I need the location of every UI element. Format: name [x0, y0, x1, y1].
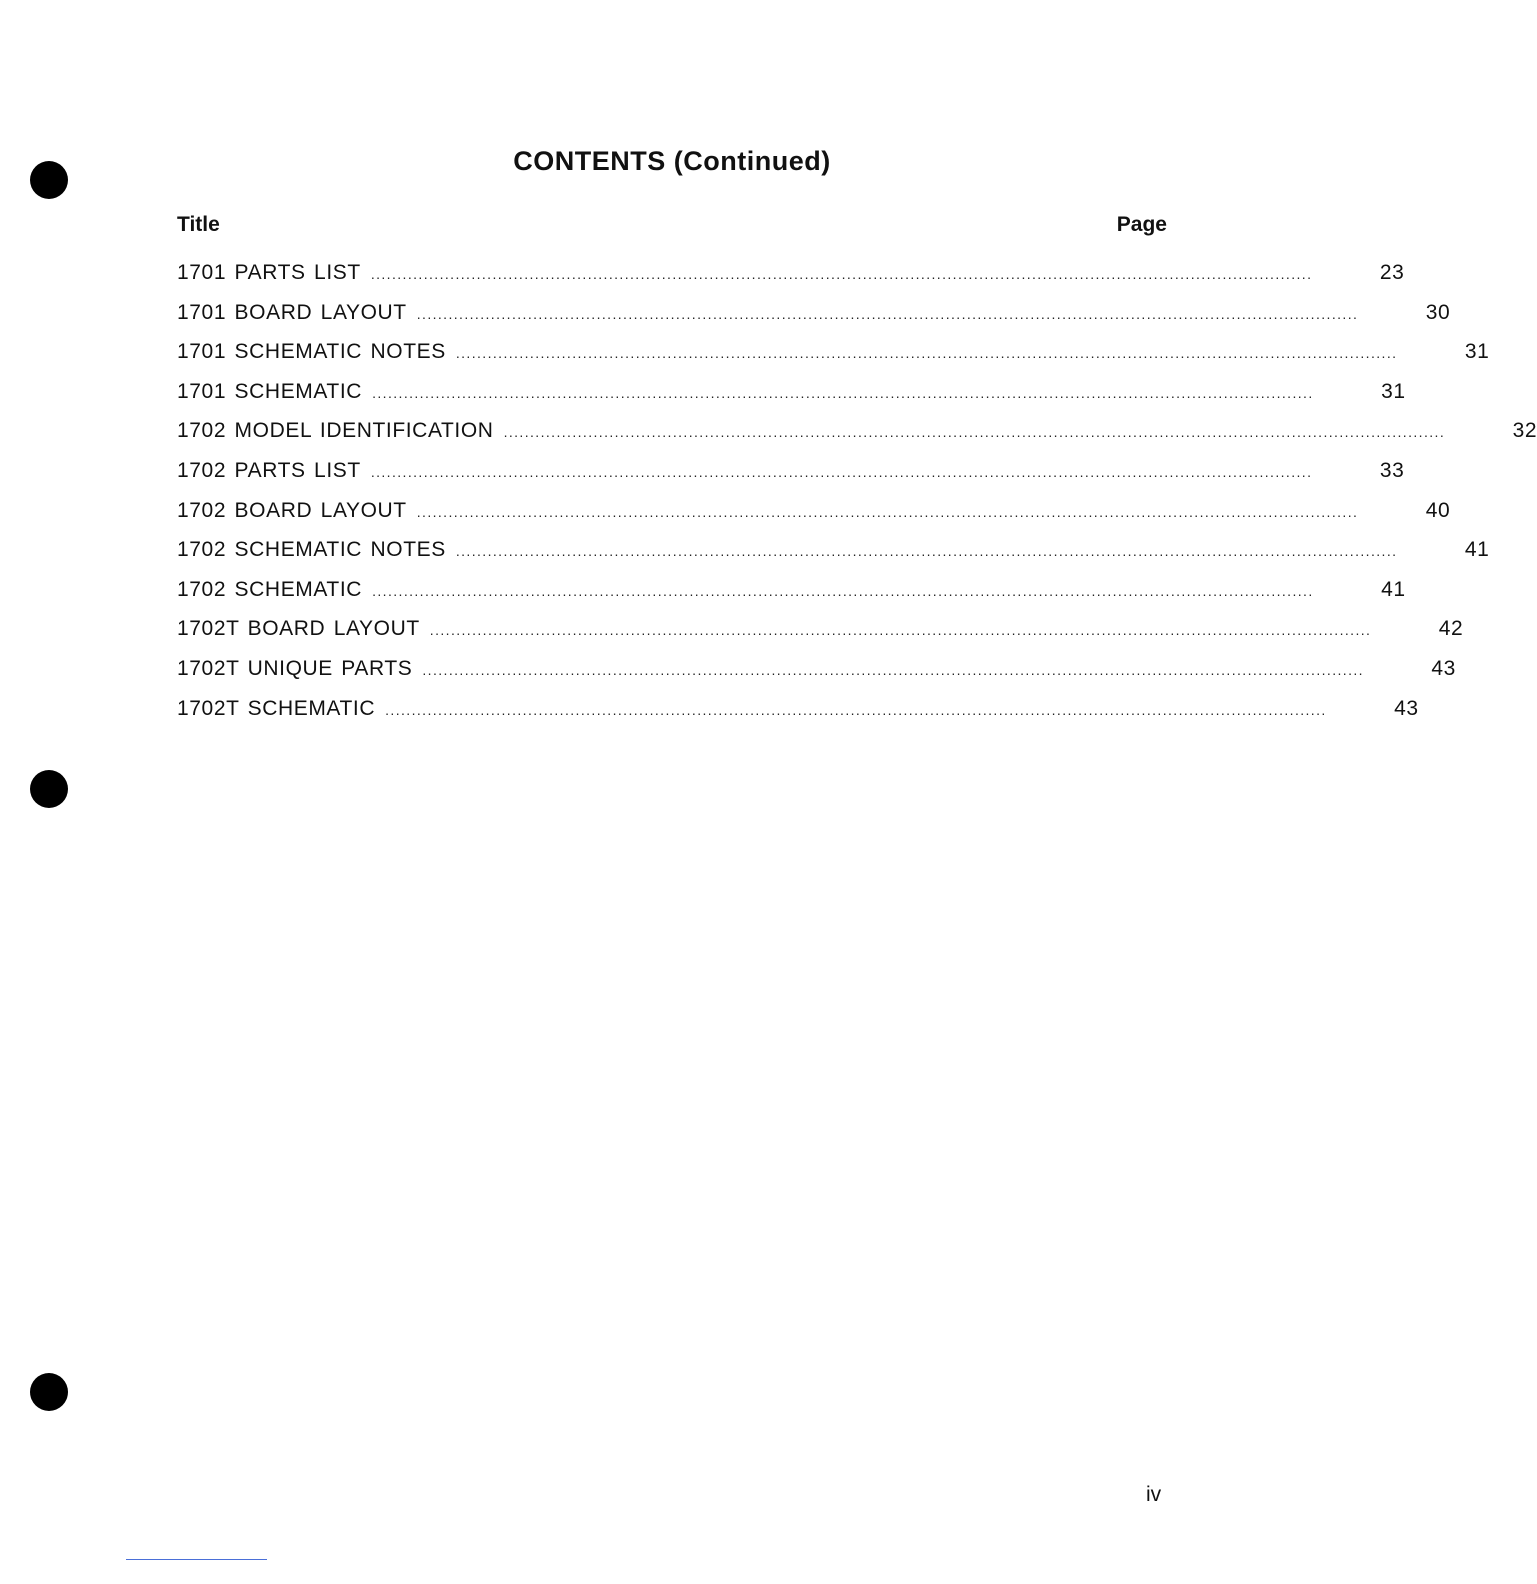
toc-entry[interactable] [177, 577, 1406, 618]
dot-leader: .................................................................................................................................................................................. [455, 345, 1398, 362]
toc-entry-title: 1701 PARTS LIST [177, 261, 361, 284]
dot-leader: .................................................................................................................................................................................. [372, 384, 1314, 401]
toc-entry-title: 1702 SCHEMATIC [177, 577, 363, 601]
toc-entry[interactable] [177, 617, 1464, 657]
title-column-header: Title [177, 213, 220, 236]
toc-entry-title: 1701 SCHEMATIC [177, 379, 363, 403]
dot-leader: .................................................................................................................................................................................. [422, 661, 1364, 678]
dot-leader: .................................................................................................................................................................................. [416, 503, 1359, 520]
toc-entry-title: 1701 SCHEMATIC NOTES [177, 340, 446, 364]
toc-entry-page: 41 [1464, 538, 1490, 562]
dot-leader: .................................................................................................................................................................................. [455, 543, 1398, 560]
toc-entry-page: 31 [1464, 340, 1490, 364]
dot-leader: .................................................................................................................................................................................. [370, 266, 1313, 282]
toc-entry[interactable] [177, 458, 1405, 499]
toc-entry-page: 31 [1381, 379, 1406, 403]
toc-entry-title: 1702 BOARD LAYOUT [177, 498, 407, 522]
toc-entry-title: 1701 BOARD LAYOUT [177, 300, 407, 324]
toc-entry-list [177, 261, 1537, 736]
toc-entry[interactable] [177, 538, 1490, 578]
page-title: CONTENTS (Continued) [513, 146, 831, 176]
dot-leader: .................................................................................................................................................................................. [370, 463, 1313, 480]
dot-leader: .................................................................................................................................................................................. [372, 582, 1314, 599]
toc-entry-page: 33 [1379, 458, 1405, 482]
dot-leader: .................................................................................................................................................................................. [429, 622, 1372, 639]
toc-entry[interactable] [177, 696, 1419, 737]
dot-leader: .................................................................................................................................................................................. [503, 424, 1446, 441]
toc-entry-page: 30 [1425, 300, 1451, 324]
table-of-contents [177, 213, 1537, 736]
bottom-rule [126, 1559, 267, 1560]
dot-leader: .................................................................................................................................................................................. [416, 305, 1359, 322]
toc-entry-page: 40 [1425, 498, 1451, 522]
dot-leader: .................................................................................................................................................................................. [385, 701, 1327, 718]
toc-entry[interactable] [177, 340, 1490, 380]
toc-entry-title: 1702 PARTS LIST [177, 458, 361, 482]
toc-entry[interactable] [177, 379, 1406, 420]
toc-entry-title: 1702T UNIQUE PARTS [177, 656, 413, 680]
page-number: iv [1146, 1483, 1162, 1506]
toc-entry[interactable] [177, 498, 1451, 539]
toc-entry-page: 41 [1381, 577, 1406, 601]
toc-entry-title: 1702 SCHEMATIC NOTES [177, 538, 446, 562]
toc-entry-title: 1702T BOARD LAYOUT [177, 617, 420, 641]
toc-entry-title: 1702T SCHEMATIC [177, 696, 376, 720]
toc-entry-page: 32 [1512, 419, 1537, 443]
toc-column-headers [177, 213, 1167, 261]
toc-entry-page: 23 [1379, 261, 1405, 284]
binder-hole-bottom [30, 1373, 68, 1411]
toc-entry[interactable] [177, 656, 1456, 697]
toc-entry[interactable] [177, 261, 1405, 301]
toc-entry-title: 1702 MODEL IDENTIFICATION [177, 419, 494, 443]
toc-entry[interactable] [177, 419, 1537, 459]
toc-entry-page: 43 [1431, 656, 1456, 680]
toc-entry-page: 43 [1394, 696, 1419, 720]
page-column-header: Page [1116, 213, 1167, 236]
toc-entry[interactable] [177, 300, 1451, 341]
binder-hole-middle [30, 770, 68, 808]
toc-entry-page: 42 [1438, 617, 1464, 641]
